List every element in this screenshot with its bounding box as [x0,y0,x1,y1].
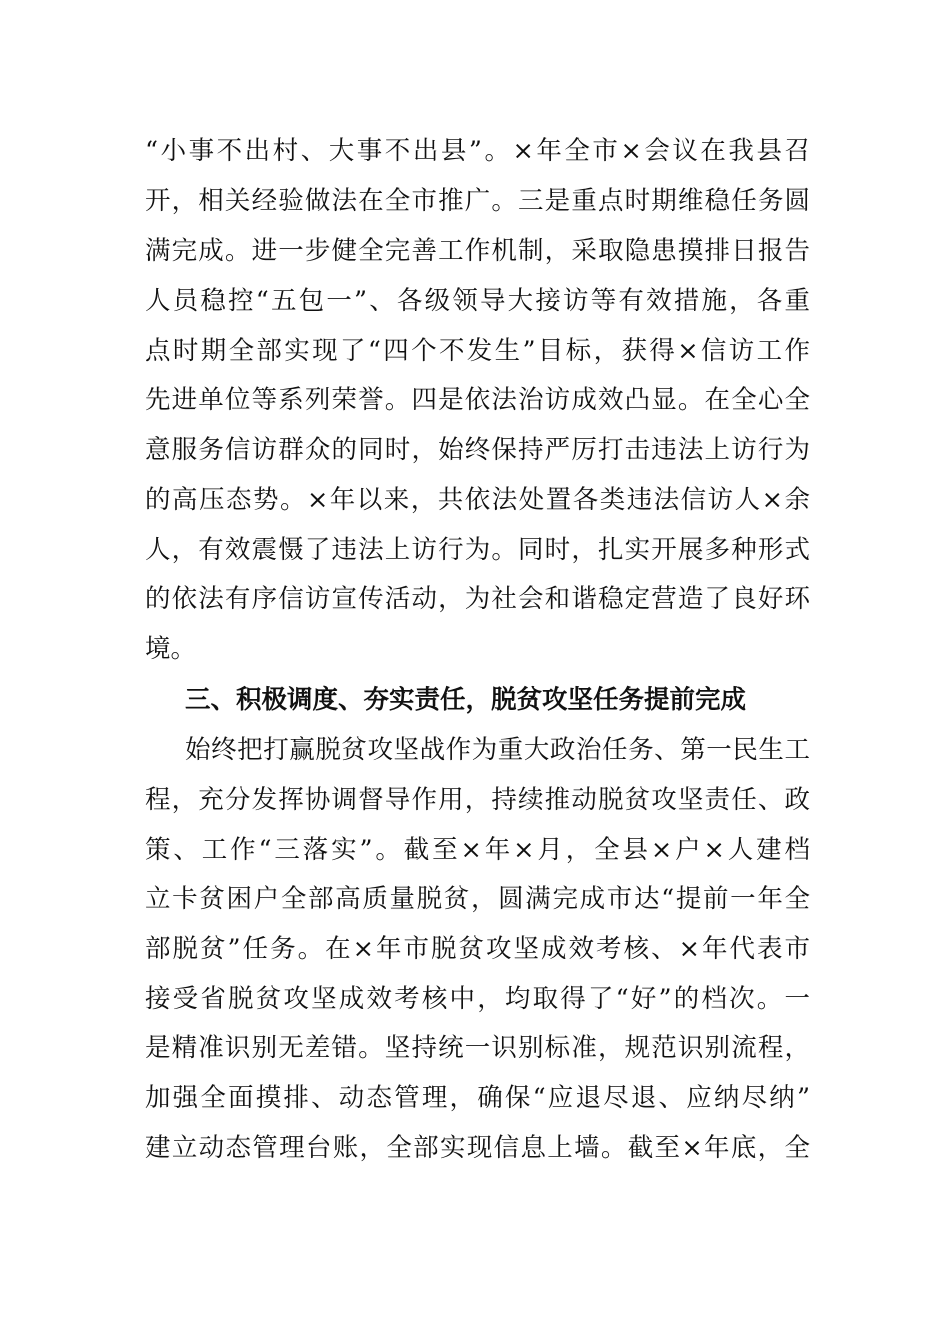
text-line: 满完成。进一步健全完善工作机制，采取隐患摸排日报告 [145,236,810,266]
section-heading: 三、积极调度、夯实责任，脱贫攻坚任务提前完成 [185,685,747,715]
text-line: 的依法有序信访宣传活动，为社会和谐稳定营造了良好环 [145,584,810,614]
text-line: 加强全面摸排、动态管理，确保“应退尽退、应纳尽纳” [145,1083,810,1113]
text-line: 建立动态管理台账，全部实现信息上墙。截至×年底，全 [145,1133,810,1163]
text-line: 点时期全部实现了“四个不发生”目标，获得×信访工作 [145,336,810,366]
text-line: 部脱贫”任务。在×年市脱贫攻坚成效考核、×年代表市 [145,934,810,964]
text-line: 先进单位等系列荣誉。四是依法治访成效凸显。在全心全 [145,385,810,415]
text-line: 境。 [145,634,197,664]
text-line: 人，有效震慑了违法上访行为。同时，扎实开展多种形式 [145,535,810,565]
text-line: 开，相关经验做法在全市推广。三是重点时期维稳任务圆 [145,186,810,216]
text-line: 是精准识别无差错。坚持统一识别标准，规范识别流程， [145,1033,810,1063]
text-line: 始终把打赢脱贫攻坚战作为重大政治任务、第一民生工 [185,735,810,765]
text-line: “小事不出村、大事不出县”。×年全市×会议在我县召 [145,136,810,166]
text-line: 立卡贫困户全部高质量脱贫，圆满完成市达“提前一年全 [145,884,810,914]
text-line: 的高压态势。×年以来，共依法处置各类违法信访人×余 [145,485,810,515]
text-line: 策、工作“三落实”。截至×年×月，全县×户×人建档 [145,835,810,865]
text-line: 人员稳控“五包一”、各级领导大接访等有效措施，各重 [145,286,810,316]
text-line: 意服务信访群众的同时，始终保持严厉打击违法上访行为 [145,435,810,465]
text-line: 程，充分发挥协调督导作用，持续推动脱贫攻坚责任、政 [145,785,810,815]
text-line: 接受省脱贫攻坚成效考核中，均取得了“好”的档次。一 [145,984,810,1014]
